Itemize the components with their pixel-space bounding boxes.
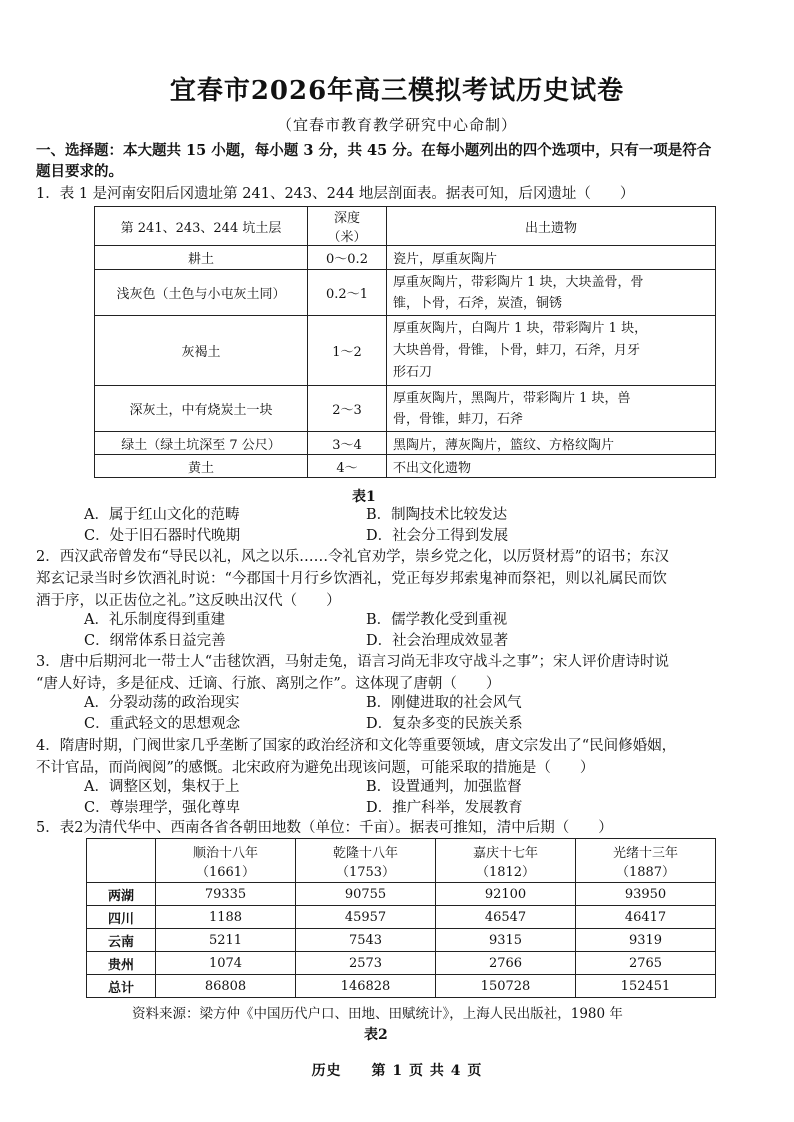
table-2-caption: 表2 [364,1027,388,1043]
table-cell: 黄土 [95,455,308,478]
table-cell: 3～4 [308,432,387,455]
table-row [87,929,716,952]
table-cell: 45957 [296,906,436,929]
table-1-header-depth-line2: （米） [327,230,367,245]
table-cell-line: 厚重灰陶片，白陶片 1 块，带彩陶片 1 块， [393,320,648,336]
table-cell: 5211 [156,929,296,952]
table-1-caption: 表1 [352,489,376,505]
page-footer: 历史 第 1 页 共 4 页 [311,1063,483,1079]
question-1-stem: 1．表 1 是河南安阳后冈遗址第 241、243、244 地层剖面表。据表可知，后冈遗址（ ） [36,186,635,202]
table-cell-line: 形石刀 [393,364,433,380]
table-2-header-1753 [296,839,436,883]
table-row [95,246,716,270]
table-cell: 92100 [436,883,576,906]
table-cell: 152451 [576,975,716,998]
table-cell-line: 厚重灰陶片，带彩陶片 1 块，大块盖骨，骨 [393,274,644,290]
q3-option-c: C．重武轻文的思想观念 [84,716,241,732]
table-2-header-1661 [156,839,296,883]
table-2-region: 四川 [87,906,156,929]
table-2-region: 总计 [87,975,156,998]
table-cell: 1～2 [308,316,387,386]
table-1-header-depth [308,207,387,246]
table-2-header-1887 [576,839,716,883]
table-cell: 86808 [156,975,296,998]
table-1 [94,206,716,478]
table-cell-line: 厚重灰陶片，黑陶片，带彩陶片 1 块，兽 [393,390,631,406]
question-4-line2: 不计官品，而尚阀阅”的感慨。北宋政府为避免出现该问题，可能采取的措施是（ ） [36,760,595,776]
question-2-line2: 郑玄记录当时乡饮酒礼时说：“今郡国十月行乡饮酒礼，党正每岁邦索鬼神而祭祀，则以礼属民而饮 [36,571,667,587]
table-cell: 绿土（绿土坑深至 7 公尺） [95,432,308,455]
table-2-header-1812 [436,839,576,883]
table-row [87,883,716,906]
table-cell: 2765 [576,952,716,975]
question-4-line1: 4．隋唐时期，门阀世家几乎垄断了国家的政治经济和文化等重要领域，唐文宗发出了“民间修婚姻， [36,738,677,754]
table-cell [387,270,716,316]
q1-option-c: C．处于旧石器时代晚期 [84,528,241,544]
table-cell: 7543 [296,929,436,952]
table-cell [387,455,716,478]
table-1-header-layer: 第 241、243、244 坑土层 [95,207,308,246]
q4-option-b: B．设置通判，加强监督 [366,779,522,795]
exam-subtitle: （宜春市教育教学研究中心命制） [276,116,517,134]
table-cell: 0～0.2 [308,246,387,270]
table-row [95,432,716,455]
question-3-line1: 3．唐中后期河北一带士人“击毬饮酒，马射走兔，语言习尚无非攻守战斗之事”；宋人评价唐诗时说 [36,654,670,670]
question-5-stem: 5．表2为清代华中、西南各省各朝田地数（单位：千亩）。据表可推知，清中后期（ ） [36,820,613,836]
table-2-header-row [87,839,716,883]
table-2-corner-cell [87,839,156,883]
table-cell: 1074 [156,952,296,975]
q2-option-b: B．儒学教化受到重视 [366,612,508,628]
table-cell-line: 骨，骨锥，蚌刀，石斧 [393,411,524,427]
table-row [87,952,716,975]
table-cell [387,316,716,386]
table-cell: 2766 [436,952,576,975]
table-row [95,386,716,432]
table-row [95,316,716,386]
table-cell: 深灰土，中有烧炭土一块 [95,386,308,432]
table-row [95,270,716,316]
table-2-region: 云南 [87,929,156,952]
q3-option-a: A．分裂动荡的政治现实 [84,695,240,711]
q3-option-d: D．复杂多变的民族关系 [366,716,523,732]
q2-option-d: D．社会治理成效显著 [366,633,509,649]
table-row [95,455,716,478]
table-2-header-name: 嘉庆十七年 [472,845,538,861]
table-cell-line: 瓷片，厚重灰陶片 [393,252,498,267]
section-instruction-line2: 题目要求的。 [36,163,123,180]
table-cell [387,386,716,432]
table-1-header-row [95,207,716,246]
table-2-header-year: （1753） [335,864,396,880]
table-cell: 2573 [296,952,436,975]
table-2-region: 两湖 [87,883,156,906]
table-cell: 46547 [436,906,576,929]
table-cell: 90755 [296,883,436,906]
question-3-line2: “唐人好诗，多是征戍、迁谪、行旅、离别之作”。这体现了唐朝（ ） [36,676,501,692]
table-cell-line: 大块兽骨，骨锥，卜骨，蚌刀，石斧，月牙 [393,342,641,358]
q4-option-c: C．尊崇理学，强化尊卑 [84,800,241,816]
table-cell: 耕土 [95,246,308,270]
table-2-source: 资料来源：梁方仲《中国历代户口、田地、田赋统计》，上海人民出版社，1980 年 [132,1006,623,1022]
section-instruction-line1: 一、选择题：本大题共 15 小题，每小题 3 分，共 45 分。在每小题列出的四个选项中，只有一项是符合 [36,142,712,159]
table-2-region: 贵州 [87,952,156,975]
table-cell: 79335 [156,883,296,906]
table-row [87,975,716,998]
table-cell: 46417 [576,906,716,929]
q1-option-b: B．制陶技术比较发达 [366,507,508,523]
table-cell: 150728 [436,975,576,998]
q2-option-a: A．礼乐制度得到重建 [84,612,225,628]
q2-option-c: C．纲常体系日益完善 [84,633,226,649]
table-cell-line: 不出文化遗物 [393,460,472,476]
table-cell [387,432,716,455]
q4-option-d: D．推广科举，发展教育 [366,800,523,816]
table-2 [86,838,716,998]
table-cell-line: 黑陶片，薄灰陶片，篮纹、方格纹陶片 [393,437,615,453]
table-cell-line: 锥，卜骨，石斧，炭渣，铜锈 [393,295,563,311]
table-cell: 93950 [576,883,716,906]
table-2-header-name: 顺治十八年 [192,845,258,861]
table-2-header-name: 乾隆十八年 [332,845,398,861]
exam-title: 宜春市2026年高三模拟考试历史试卷 [169,76,625,106]
table-row [87,906,716,929]
table-cell [387,246,716,270]
q3-option-b: B．刚健进取的社会风气 [366,695,522,711]
q1-option-d: D．社会分工得到发展 [366,528,509,544]
question-2-line3: 酒于序，以正齿位之礼。”这反映出汉代（ ） [36,593,341,609]
table-cell: 9319 [576,929,716,952]
table-cell: 灰褐土 [95,316,308,386]
q1-option-a: A．属于红山文化的范畴 [84,507,240,523]
table-2-header-year: （1887） [615,864,676,880]
q4-option-a: A．调整区划，集权于上 [84,779,240,795]
table-1-header-finds: 出土遗物 [387,207,716,246]
table-cell: 浅灰色（土色与小屯灰土同） [95,270,308,316]
table-cell: 9315 [436,929,576,952]
table-2-header-name: 光绪十三年 [612,845,678,861]
table-cell: 1188 [156,906,296,929]
table-cell: 2～3 [308,386,387,432]
table-cell: 0.2～1 [308,270,387,316]
table-cell: 146828 [296,975,436,998]
question-2-line1: 2．西汉武帝曾发布“导民以礼，风之以乐……令礼官劝学，崇乡党之化，以厉贤材焉”的诏书；东汉 [36,549,670,565]
table-1-header-depth-line1: 深度 [333,211,360,226]
table-2-header-year: （1812） [475,864,536,880]
table-2-header-year: （1661） [195,864,256,880]
table-cell: 4～ [308,455,387,478]
